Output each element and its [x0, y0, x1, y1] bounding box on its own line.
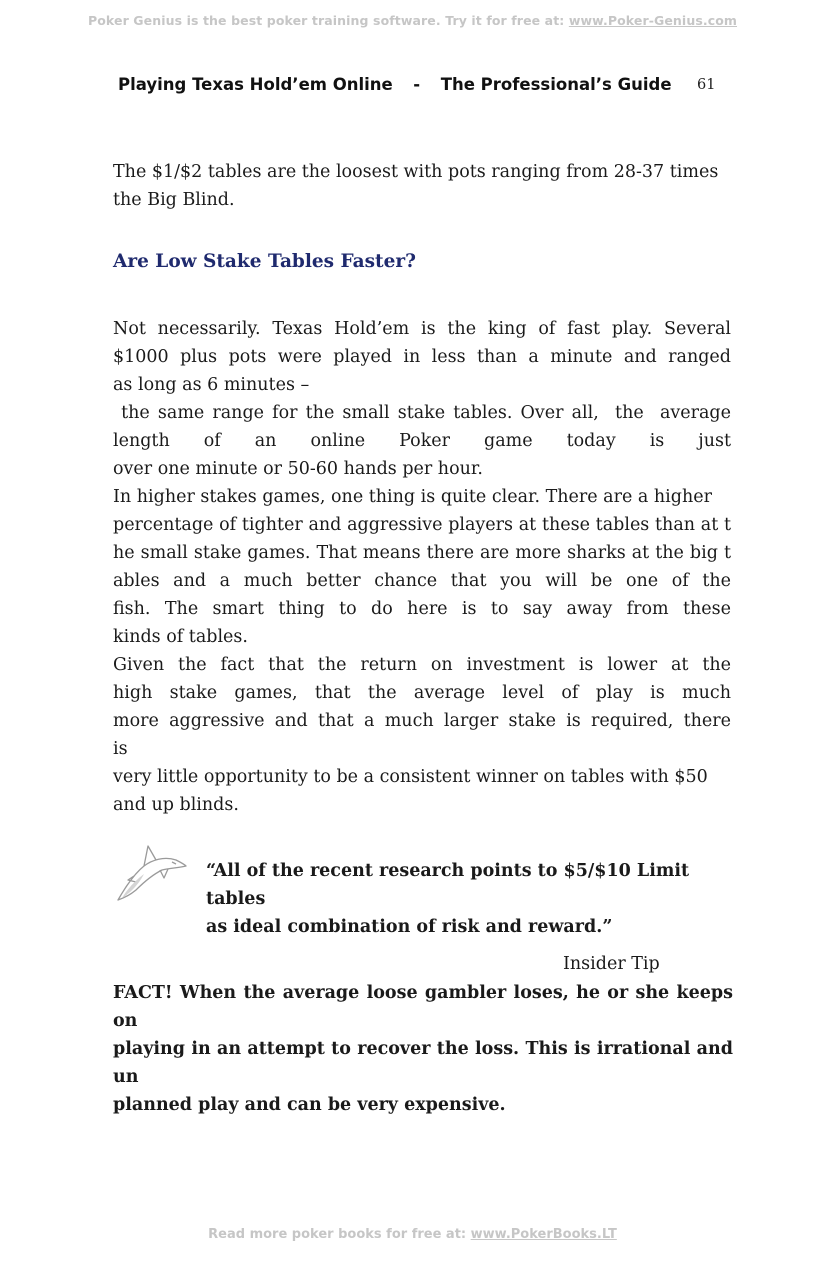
text-line: fish. The smart thing to do here is to say away from these — [113, 599, 731, 619]
text-line: the Big Blind. — [113, 190, 235, 210]
fact-line: playing in an attempt to recover the loss. This is irrational and un — [113, 1039, 733, 1087]
text-line: kinds of tables. — [113, 627, 248, 647]
body-paragraphs — [113, 315, 731, 819]
running-header — [118, 75, 672, 94]
text-line: length of an online Poker game today is just — [113, 431, 731, 451]
text-line: The $1/$2 tables are the loosest with pots ranging from 28-37 times — [113, 162, 719, 182]
text-line: high stake games, that the average level of play is much — [113, 683, 731, 703]
intro-paragraph — [113, 158, 731, 214]
text-line: more aggressive and that a much larger stake is required, there — [113, 711, 731, 731]
promo-banner — [0, 13, 825, 28]
text-line: ables and a much better chance that you will be one of the — [113, 571, 731, 591]
text-line: and up blinds. — [113, 795, 239, 815]
fact-line: FACT! When the average loose gambler loses, he or she keeps on — [113, 983, 733, 1031]
text-line: Given the fact that the return on investment is lower at the — [113, 655, 731, 675]
text-line: very little opportunity to be a consistent winner on tables with $50 — [113, 767, 708, 787]
quote-attribution: Insider Tip — [563, 954, 660, 974]
quote-line: “All of the recent research points to $5/$10 Limit tables — [206, 861, 690, 909]
insider-quote — [206, 857, 746, 941]
text-line: $1000 plus pots were played in less than a minute and ranged — [113, 347, 731, 367]
shark-icon — [114, 842, 188, 904]
quote-line: as ideal combination of risk and reward.” — [206, 917, 613, 937]
footer-text: Read more poker books for free at: — [208, 1227, 471, 1242]
fact-paragraph — [113, 979, 733, 1119]
text-line: is — [113, 739, 128, 759]
text-line: he small stake games. That means there are more sharks at the big t — [113, 543, 731, 563]
text-line: over one minute or 50-60 hands per hour. — [113, 459, 483, 479]
section-heading: Are Low Stake Tables Faster? — [113, 251, 416, 272]
text-line: In higher stakes games, one thing is quite clear. There are a higher — [113, 487, 712, 507]
footer-banner — [0, 1227, 825, 1242]
text-line: as long as 6 minutes – — [113, 375, 310, 395]
promo-link[interactable]: www.Poker-Genius.com — [568, 13, 738, 28]
page-number: 61 — [697, 77, 716, 93]
text-line: percentage of tighter and aggressive players at these tables than at t — [113, 515, 731, 535]
promo-text: Poker Genius is the best poker training software. Try it for free at: — [87, 13, 569, 28]
text-line: the same range for the small stake tables. Over all, the average — [113, 403, 731, 423]
fact-line: planned play and can be very expensive. — [113, 1095, 506, 1115]
text-line: Not necessarily. Texas Hold’em is the king of fast play. Several — [113, 319, 731, 339]
book-subtitle: The Professional’s Guide — [440, 75, 672, 94]
header-separator: - — [413, 75, 421, 94]
book-title: Playing Texas Hold’em Online — [118, 75, 393, 94]
footer-link[interactable]: www.PokerBooks.LT — [470, 1227, 617, 1242]
